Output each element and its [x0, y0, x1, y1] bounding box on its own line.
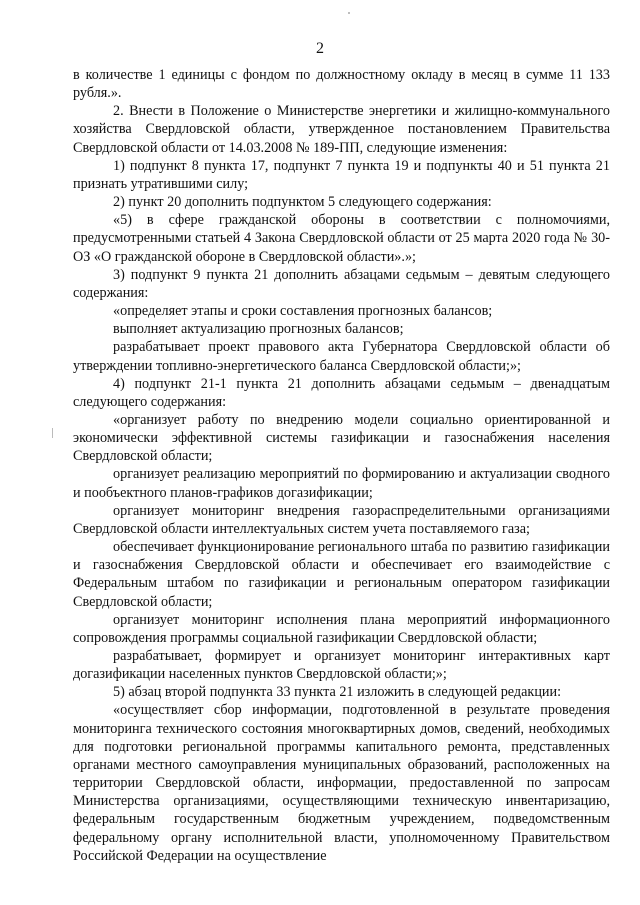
scan-margin-mark [52, 428, 53, 438]
paragraph: 2) пункт 20 дополнить подпунктом 5 следующего содержания: [113, 194, 492, 211]
paragraph: 3) подпункт 9 пункта 21 дополнить абзацами седьмым – девятым следующего содержания: [73, 266, 610, 301]
paragraph: организует мониторинг исполнения плана мероприятий информационного сопровождения программы социальной газификации Свердловской области; [73, 611, 610, 646]
paragraph: обеспечивает функционирование регионального штаба по развитию газификации и газоснабжения Свердловской области и обеспечивает его взаимодействие с Федеральным штабом по газификации и региональным оператором газификации Свердловской области; [73, 539, 610, 610]
paragraph: разрабатывает, формирует и организует мониторинг интерактивных карт догазификации населенных пунктов Свердловской области;»; [73, 648, 610, 683]
page-number: 2 [316, 40, 324, 57]
scan-speck [348, 12, 350, 14]
paragraph: «определяет этапы и сроки составления прогнозных балансов; [113, 303, 493, 320]
paragraph: разрабатывает проект правового акта Губернатора Свердловской области об утверждении топливно-энергетического баланса Свердловской области;»; [73, 339, 610, 374]
paragraph: «осуществляет сбор информации, подготовленной в результате проведения мониторинга технического состояния многоквартирных домов, сведений, необходимых для подготовки региональной программы капитального ремонта, представленных органами местного самоуправления муниципальных образований, расположенных на территории Свердловской области, информации, предоставленной по запросам Министерства организациями, осуществляющими техническую инвентаризацию, федеральным государственным бюджетным учреждением, подведомственным федеральному органу исполнительной власти, уполномоченному Правительством Российской Федерации на осуществление [73, 702, 610, 864]
paragraph: выполняет актуализацию прогнозных балансов; [113, 321, 404, 338]
paragraph: «организует работу по внедрению модели социально ориентированной и экономически эффективной системы газификации и газоснабжения населения Свердловской области; [73, 411, 610, 465]
paragraph: «5) в сфере гражданской обороны в соответствии с полномочиями, предусмотренными статьей 4 Закона Свердловской области от 25 марта 2020 года № 30-ОЗ «О гражданской обороне в Свердловской области».»; [73, 212, 610, 265]
paragraph: 4) подпункт 21-1 пункта 21 дополнить абзацами седьмым – двенадцатым следующего содержания: [73, 375, 610, 410]
document-body [73, 66, 610, 865]
paragraph: 5) абзац второй подпункта 33 пункта 21 изложить в следующей редакции: [113, 684, 562, 701]
paragraph: 2. Внести в Положение о Министерстве энергетики и жилищно-коммунального хозяйства Свердловской области, утвержденное постановлением Правительства Свердловской области от 14.03.2008 № 189-ПП, следующие изменения: [73, 103, 610, 156]
paragraph: организует реализацию мероприятий по формированию и актуализации сводного и пообъектного планов-графиков догазификации; [73, 466, 610, 501]
paragraph: 1) подпункт 8 пункта 17, подпункт 7 пункта 19 и подпункты 40 и 51 пункта 21 признать утратившими силу; [73, 157, 610, 192]
paragraph: организует мониторинг внедрения газораспределительными организациями Свердловской области интеллектуальных систем учета поставляемого газа; [73, 502, 610, 537]
paragraph: в количестве 1 единицы с фондом по должностному окладу в месяц в сумме 11 133 рубля.». [73, 67, 610, 102]
